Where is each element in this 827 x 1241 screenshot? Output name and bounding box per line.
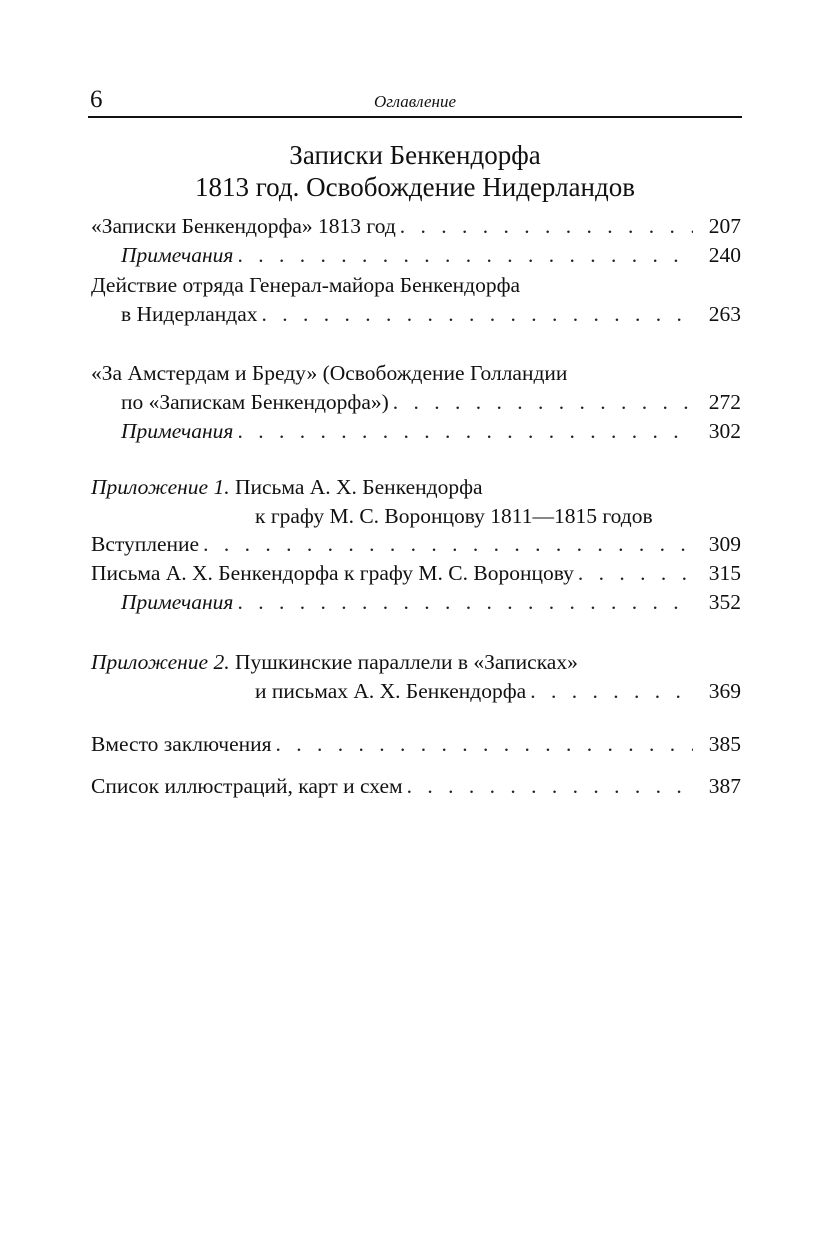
toc-entry-line: «За Амстердам и Бреду» (Освобождение Голландии xyxy=(91,361,568,385)
toc-entry-title: Примечания xyxy=(121,243,234,267)
section-title-line-2: 1813 год. Освобождение Нидерландов xyxy=(195,172,635,202)
toc-entry-introduction[interactable] xyxy=(91,530,741,559)
toc-entry-title: в Нидерландах xyxy=(121,302,258,326)
section-title-line-1: Записки Бенкендорфа xyxy=(289,140,541,170)
toc-entry-illustrations[interactable] xyxy=(91,772,741,801)
toc-entry-title: Вместо заключения xyxy=(91,732,272,756)
leader-dots xyxy=(203,530,693,559)
leader-dots xyxy=(237,588,693,617)
toc-entry-notes-1[interactable] xyxy=(121,241,741,270)
running-title: Оглавление xyxy=(373,92,457,111)
toc-entry-notes-2[interactable] xyxy=(121,417,741,446)
toc-entry-title: Примечания xyxy=(121,419,234,443)
toc-entry-title: Список иллюстраций, карт и схем xyxy=(91,774,403,798)
leader-dots xyxy=(262,300,693,329)
toc-entry-title: и письмах А. Х. Бенкендорфа xyxy=(255,679,527,703)
toc-entry-title: Письма А. Х. Бенкендорфа к графу М. С. Воронцову xyxy=(91,561,574,585)
toc-page-number: 302 xyxy=(708,419,741,443)
appendix-title: Пушкинские параллели в «Записках» xyxy=(234,650,578,674)
toc-entry-title: Примечания xyxy=(121,590,234,614)
toc-entry-title: Вступление xyxy=(91,532,200,556)
toc-page-number: 263 xyxy=(708,302,741,326)
toc-entry-conclusion[interactable] xyxy=(91,730,741,759)
toc-appendix-1-heading xyxy=(91,473,483,502)
toc-page-number: 315 xyxy=(708,561,741,585)
page-number: 6 xyxy=(90,86,103,113)
toc-entry-pushkin[interactable] xyxy=(255,677,741,706)
leader-dots xyxy=(237,241,693,270)
header-rule xyxy=(88,116,742,118)
toc-entry-netherlands[interactable] xyxy=(121,300,741,329)
leader-dots xyxy=(578,559,693,588)
appendix-label: Приложение 2. xyxy=(91,650,230,674)
toc-entry-line: Действие отряда Генерал-майора Бенкендорфа xyxy=(91,273,521,297)
leader-dots xyxy=(530,677,693,706)
appendix-label: Приложение 1. xyxy=(91,475,230,499)
toc-page-number: 385 xyxy=(708,732,741,756)
toc-entry-line: к графу М. С. Воронцову 1811—1815 годов xyxy=(255,504,653,528)
toc-page-number: 387 xyxy=(708,774,741,798)
toc-page-number: 309 xyxy=(708,532,741,556)
toc-page-number: 240 xyxy=(708,243,741,267)
leader-dots xyxy=(400,212,693,241)
toc-appendix-2-heading xyxy=(91,648,578,677)
leader-dots xyxy=(237,417,693,446)
toc-entry-title: «Записки Бенкендорфа» 1813 год xyxy=(91,214,396,238)
toc-entry-zapiski[interactable] xyxy=(91,212,741,241)
toc-entry-title: по «Запискам Бенкендорфа») xyxy=(121,390,389,414)
toc-entry-amsterdam[interactable] xyxy=(121,388,741,417)
toc-page-number: 207 xyxy=(708,214,741,238)
running-head xyxy=(88,84,742,114)
leader-dots xyxy=(393,388,693,417)
toc-page-number: 369 xyxy=(708,679,741,703)
toc-page-number: 272 xyxy=(708,390,741,414)
appendix-title: Письма А. Х. Бенкендорфа xyxy=(234,475,483,499)
leader-dots xyxy=(276,730,693,759)
toc-page-number: 352 xyxy=(708,590,741,614)
toc-entry-notes-3[interactable] xyxy=(121,588,741,617)
toc-entry-letters[interactable] xyxy=(91,559,741,588)
leader-dots xyxy=(407,772,693,801)
